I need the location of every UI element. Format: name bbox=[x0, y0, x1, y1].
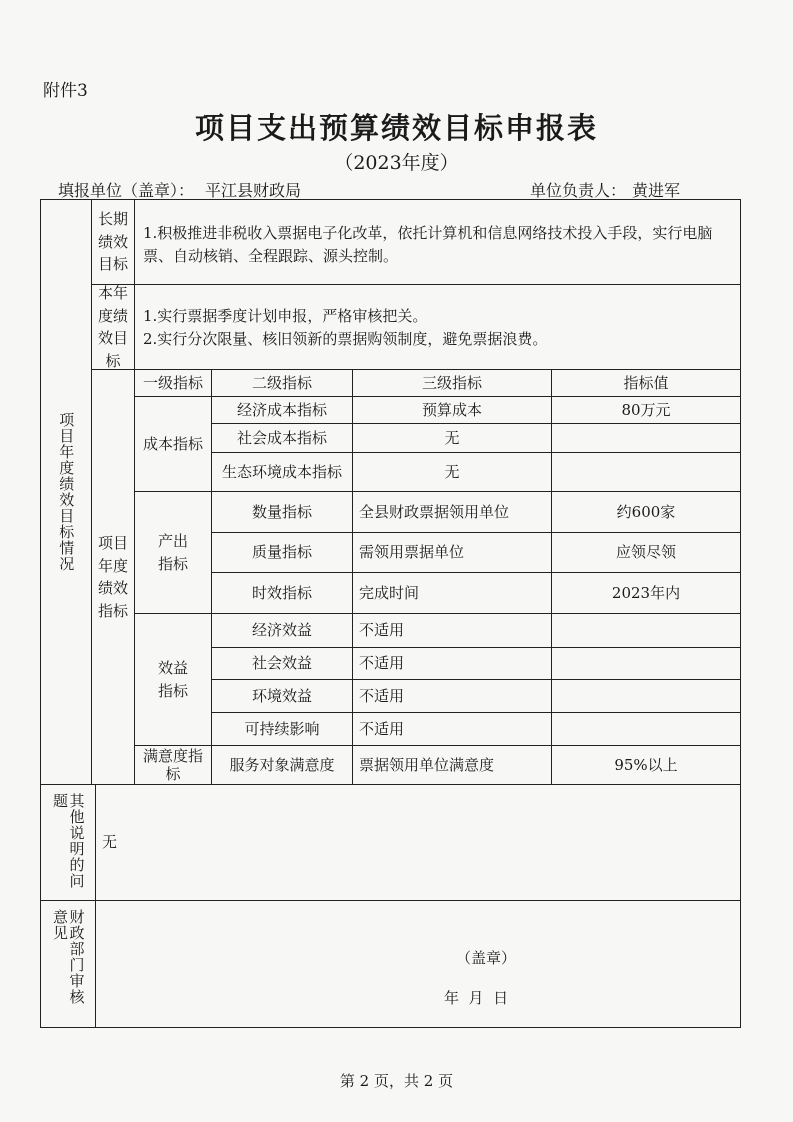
long-term-label: 长期绩效目标 bbox=[91, 199, 135, 285]
level3-cell: 不适用 bbox=[352, 613, 552, 648]
group-satisfaction: 满意度指标 bbox=[134, 745, 212, 785]
level3-cell: 完成时间 bbox=[352, 572, 552, 614]
level2-cell: 社会成本指标 bbox=[211, 423, 353, 453]
header-value: 指标值 bbox=[551, 369, 741, 397]
level2-cell: 质量指标 bbox=[211, 532, 353, 573]
page-title: 项目支出预算绩效目标申报表 bbox=[194, 111, 598, 145]
level2-cell: 数量指标 bbox=[211, 491, 353, 533]
level3-cell: 不适用 bbox=[352, 679, 552, 713]
other-label: 其他说明的问题 bbox=[40, 784, 96, 901]
seal-label: （盖章） bbox=[456, 949, 517, 967]
section-label: 项目年度绩效目标情况 bbox=[40, 199, 92, 785]
year-label: （2023年度） bbox=[334, 152, 459, 174]
level2-cell: 环境效益 bbox=[211, 679, 353, 713]
value-cell bbox=[551, 679, 741, 713]
value-cell bbox=[551, 647, 741, 680]
header-level2: 二级指标 bbox=[211, 369, 353, 397]
level2-cell: 社会效益 bbox=[211, 647, 353, 680]
annual-label: 本年度绩效目标 bbox=[91, 284, 135, 370]
long-term-text: 1.积极推进非税收入票据电子化改革，依托计算机和信息网络技术投入手段，实行电脑票、自动核销、全程跟踪、源头控制。 bbox=[134, 199, 741, 285]
group-output: 产出指标 bbox=[134, 491, 212, 614]
other-text: 无 bbox=[95, 784, 741, 901]
value-cell bbox=[551, 452, 741, 492]
finance-area bbox=[95, 900, 741, 1028]
responsible-name: 黄进军 bbox=[632, 181, 681, 200]
level2-cell: 可持续影响 bbox=[211, 712, 353, 746]
unit-label: 填报单位（盖章）： bbox=[58, 181, 195, 200]
date-label: 年 月 日 bbox=[444, 989, 509, 1007]
value-cell bbox=[551, 712, 741, 746]
level3-cell: 全县财政票据领用单位 bbox=[352, 491, 552, 533]
page-footer: 第 2 页，共 2 页 bbox=[339, 1072, 454, 1090]
level3-cell: 不适用 bbox=[352, 712, 552, 746]
annual-line: 1.实行票据季度计划申报，严格审核把关。 bbox=[143, 307, 428, 325]
value-cell: 95%以上 bbox=[551, 745, 741, 785]
value-cell bbox=[551, 613, 741, 648]
group-benefit: 效益指标 bbox=[134, 613, 212, 746]
finance-label: 财政部门审核意见 bbox=[40, 900, 96, 1028]
level3-cell: 需领用票据单位 bbox=[352, 532, 552, 573]
level2-cell: 服务对象满意度 bbox=[211, 745, 353, 785]
value-cell: 约600家 bbox=[551, 491, 741, 533]
level2-cell: 经济效益 bbox=[211, 613, 353, 648]
level2-cell: 生态环境成本指标 bbox=[211, 452, 353, 492]
level3-cell: 预算成本 bbox=[352, 396, 552, 424]
level2-cell: 经济成本指标 bbox=[211, 396, 353, 424]
value-cell: 80万元 bbox=[551, 396, 741, 424]
level3-cell: 不适用 bbox=[352, 647, 552, 680]
responsible-label: 单位负责人： bbox=[530, 181, 627, 200]
level3-cell: 无 bbox=[352, 452, 552, 492]
annual-text bbox=[134, 284, 741, 370]
level2-cell: 时效指标 bbox=[211, 572, 353, 614]
unit-name: 平江县财政局 bbox=[205, 181, 302, 200]
value-cell bbox=[551, 423, 741, 453]
value-cell: 应领尽领 bbox=[551, 532, 741, 573]
level3-cell: 无 bbox=[352, 423, 552, 453]
annual-line: 2.实行分次限量、核旧领新的票据购领制度，避免票据浪费。 bbox=[143, 329, 548, 348]
group-cost: 成本指标 bbox=[134, 396, 212, 492]
indicator-section-label: 项目年度绩效指标 bbox=[91, 369, 135, 785]
header-level3: 三级指标 bbox=[352, 369, 552, 397]
header-level1: 一级指标 bbox=[134, 369, 212, 397]
value-cell: 2023年内 bbox=[551, 572, 741, 614]
attachment-label: 附件3 bbox=[43, 81, 88, 101]
level3-cell: 票据领用单位满意度 bbox=[352, 745, 552, 785]
